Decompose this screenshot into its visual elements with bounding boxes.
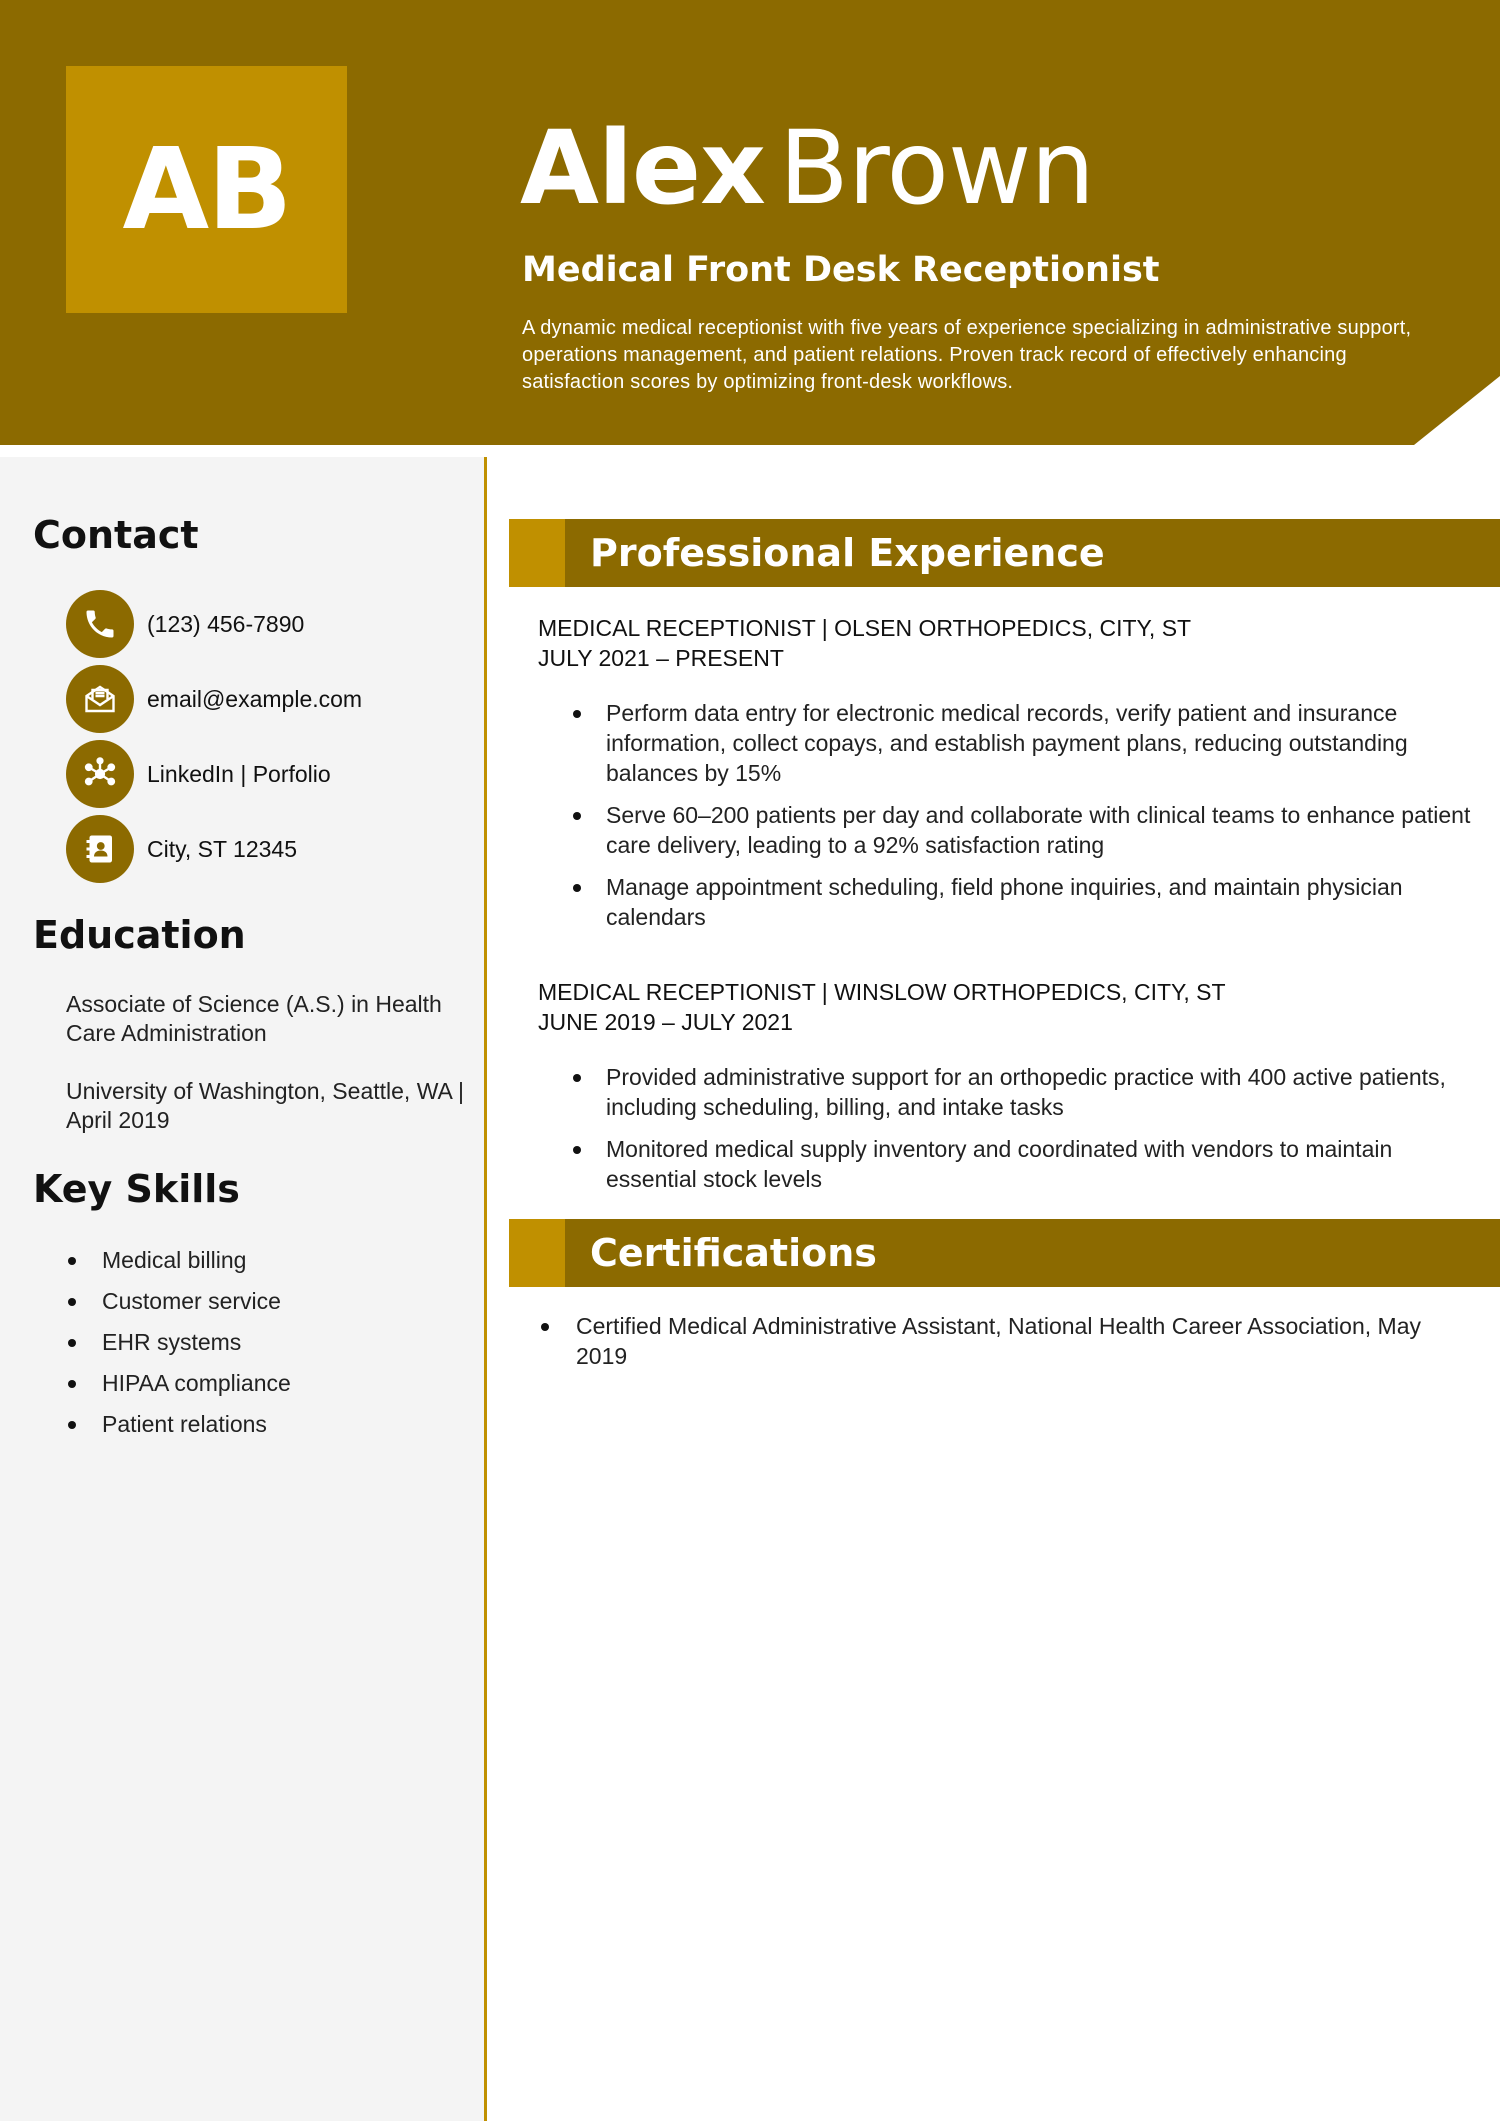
first-name: Alex xyxy=(520,109,765,228)
profile-links[interactable]: LinkedIn | Porfolio xyxy=(147,760,331,787)
job-title: Medical Front Desk Receptionist xyxy=(522,250,1160,290)
contact-heading: Contact xyxy=(33,513,199,557)
experience-heading: Professional Experience xyxy=(590,531,1105,575)
list-item: Customer service xyxy=(66,1281,291,1322)
contact-email xyxy=(66,665,362,733)
list-item: Serve 60–200 patients per day and collaborate with clinical teams to enhance patient care delivery, leading to a 92% satisfaction rating xyxy=(572,800,1477,860)
job-2-role: MEDICAL RECEPTIONIST | WINSLOW ORTHOPEDICS, CITY, ST xyxy=(538,979,1226,1005)
candidate-name xyxy=(520,109,1095,228)
skills-list xyxy=(66,1240,291,1445)
email-address[interactable]: email@example.com xyxy=(147,685,363,712)
list-item: Manage appointment scheduling, field phone inquiries, and maintain physician calendars xyxy=(572,872,1477,932)
list-item: Perform data entry for electronic medical records, verify patient and insurance information, collect copays, and establish payment plans, reducing outstanding balances by 15% xyxy=(572,698,1477,788)
contact-phone xyxy=(66,590,304,658)
header-banner xyxy=(0,0,1500,445)
education-school: University of Washington, Seattle, WA | April 2019 xyxy=(66,1078,464,1133)
header-corner-cut xyxy=(1414,376,1500,445)
certifications-heading: Certifications xyxy=(590,1231,877,1275)
list-item: Provided administrative support for an orthopedic practice with 400 active patients, including scheduling, billing, and intake tasks xyxy=(572,1062,1477,1122)
certifications-section-bar xyxy=(509,1219,1500,1287)
last-name: Brown xyxy=(778,109,1095,228)
job-1-bullets xyxy=(572,698,1477,944)
education-heading: Education xyxy=(33,913,246,957)
list-item: Patient relations xyxy=(66,1404,291,1445)
list-item: Medical billing xyxy=(66,1240,291,1281)
education-degree: Associate of Science (A.S.) in Health Care Administration xyxy=(66,991,442,1046)
skills-heading: Key Skills xyxy=(33,1167,240,1211)
list-item: Certified Medical Administrative Assistant, National Health Career Association, May 2019 xyxy=(540,1311,1477,1371)
section-accent xyxy=(509,1219,565,1287)
profile-summary: A dynamic medical receptionist with five years of experience specializing in administrative support, operations management, and patient relations. Proven track record of effectively enhancing satisfaction scores by optimizing front-desk workflows. xyxy=(522,317,1412,393)
job-1-role: MEDICAL RECEPTIONIST | OLSEN ORTHOPEDICS, CITY, ST xyxy=(538,615,1192,641)
contact-location xyxy=(66,815,297,883)
phone-number: (123) 456-7890 xyxy=(147,610,305,637)
list-item: EHR systems xyxy=(66,1322,291,1363)
initials-monogram: AB xyxy=(66,66,347,313)
phone-icon xyxy=(66,590,134,658)
address-book-icon xyxy=(66,815,134,883)
job-2-dates: JUNE 2019 – JULY 2021 xyxy=(538,1009,793,1035)
location: City, ST 12345 xyxy=(147,835,298,862)
section-accent xyxy=(509,519,565,587)
envelope-icon xyxy=(66,665,134,733)
contact-links xyxy=(66,740,331,808)
experience-section-bar xyxy=(509,519,1500,587)
job-2-bullets xyxy=(572,1062,1477,1206)
list-item: HIPAA compliance xyxy=(66,1363,291,1404)
job-1-dates: JULY 2021 – PRESENT xyxy=(538,645,784,671)
network-icon xyxy=(66,740,134,808)
certifications-list xyxy=(540,1311,1477,1383)
list-item: Monitored medical supply inventory and coordinated with vendors to maintain essential stock levels xyxy=(572,1134,1477,1194)
